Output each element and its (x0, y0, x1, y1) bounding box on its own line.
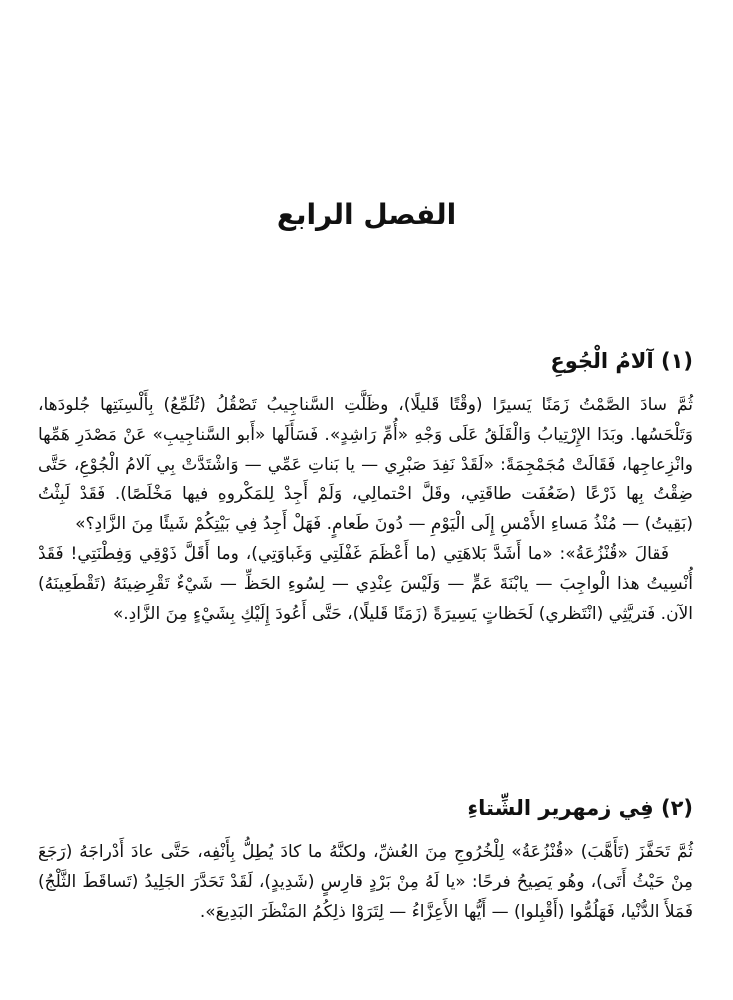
chapter-title: الفصل الرابع (276, 198, 457, 231)
paragraph: ثُمَّ سادَ الصَّمْتُ زَمَنًا يَسيرًا (وقْتًا قَليلًا)، وظَلَّتِ السَّناجِيبُ تَصْقُلُ (تُلَمِّعُ) بِأَلْسِنَتِها جُلودَها، وَتَلْحَسُها. وبَدَا الإِرْتِيابُ وَالْقَلَقُ عَلَى وَجْهِ «أُمِّ رَاشِدٍ». فَسَأَلَها «أَبو السَّناجِيبِ» عَنْ مَصْدَرِ هَمِّها وانْزِعاجِها، فَقَالَتْ مُجَمْجِمَةً: «لَقَدْ نَفِدَ صَبْرِي — يا بَناتِ عَمِّي — وَاشْتَدَّتْ بِي آلامُ الْجُوْعِ، حَتَّى ضِقْتُ بِها ذَرْعًا (ضَعُفَت طاقَتِي، وقَلَّ احْتمالِي، وَلَمْ أَجِدْ لِلمَكْروهِ فيها مَخْلَصًا). فَقَدْ لَبِثْتُ (بَقِيتُ) — مُنْذُ مَساءِ الأَمْسِ إِلَى الْيَوْمِ — دُونَ طَعامٍ. فَهَلْ أَجِدُ فِي بَيْتِكُمْ شَيئًا مِنَ الزَّادِ؟» (38, 395, 693, 535)
section-heading: (٢) فِي زمهرير الشِّتاءِ (467, 796, 693, 820)
section-winter-cold (38, 790, 693, 927)
paragraph: ثُمَّ تَحَفَّزَ (تَأَهَّبَ) «قُنْزُعَةُ» لِلْخُرُوجِ مِنَ العُشِّ، ولكنَّهُ ما كادَ يُطِلُّ بِأَنْفِه، حَتَّى عادَ أَدْراجَهُ (رَجَعَ مِنْ حَيْثُ أَتَى)، وهُو يَصِيحُ فرحًا: «يا لَهُ مِنْ بَرْدٍ قارِسٍ (شَدِيدٍ)، لَقَدْ تَحَدَّرَ الجَلِيدُ (تَساقَطَ الثَّلْجُ) فَمَلأَ الدُّنْيا، فَهَلُمُّوا (أَقْبِلوا) — أَيُّها الأَعِزَّاءُ — لِتَرَوْا ذلِكُمُ المَنْظَرَ البَدِيعَ». (38, 842, 693, 922)
section-heading: (١) آلامُ الْجُوعِ (550, 349, 693, 373)
paragraph: فَقالَ «قُنْزُعَةُ»: «ما أَشَدَّ بَلاهَتِي (ما أَعْظَمَ غَفْلَتِي وَغَباوَتِي)، وما أَقَلَّ ذَوْقِي وَفِطْنَتِي! فَقَدْ أُنْسِيتُ هذا الْواجِبَ — يابْنَةَ عَمٍّ — وَلَيْسَ عِنْدِي — لِسُوءِ الحَظِّ — شَيْءٌ تَقْرِضِينَهُ (تَقْطَعِينَهُ) الآن. فَتريَّثِي (انْتَظري) لَحَظاتٍ يَسِيرَةً (زَمَنًا قَليلًا)، حَتَّى أَعُودَ إِلَيْكِ بِشَيْءٍ مِنَ الزَّادِ.» (38, 543, 693, 624)
section-hunger-pains (38, 343, 693, 629)
